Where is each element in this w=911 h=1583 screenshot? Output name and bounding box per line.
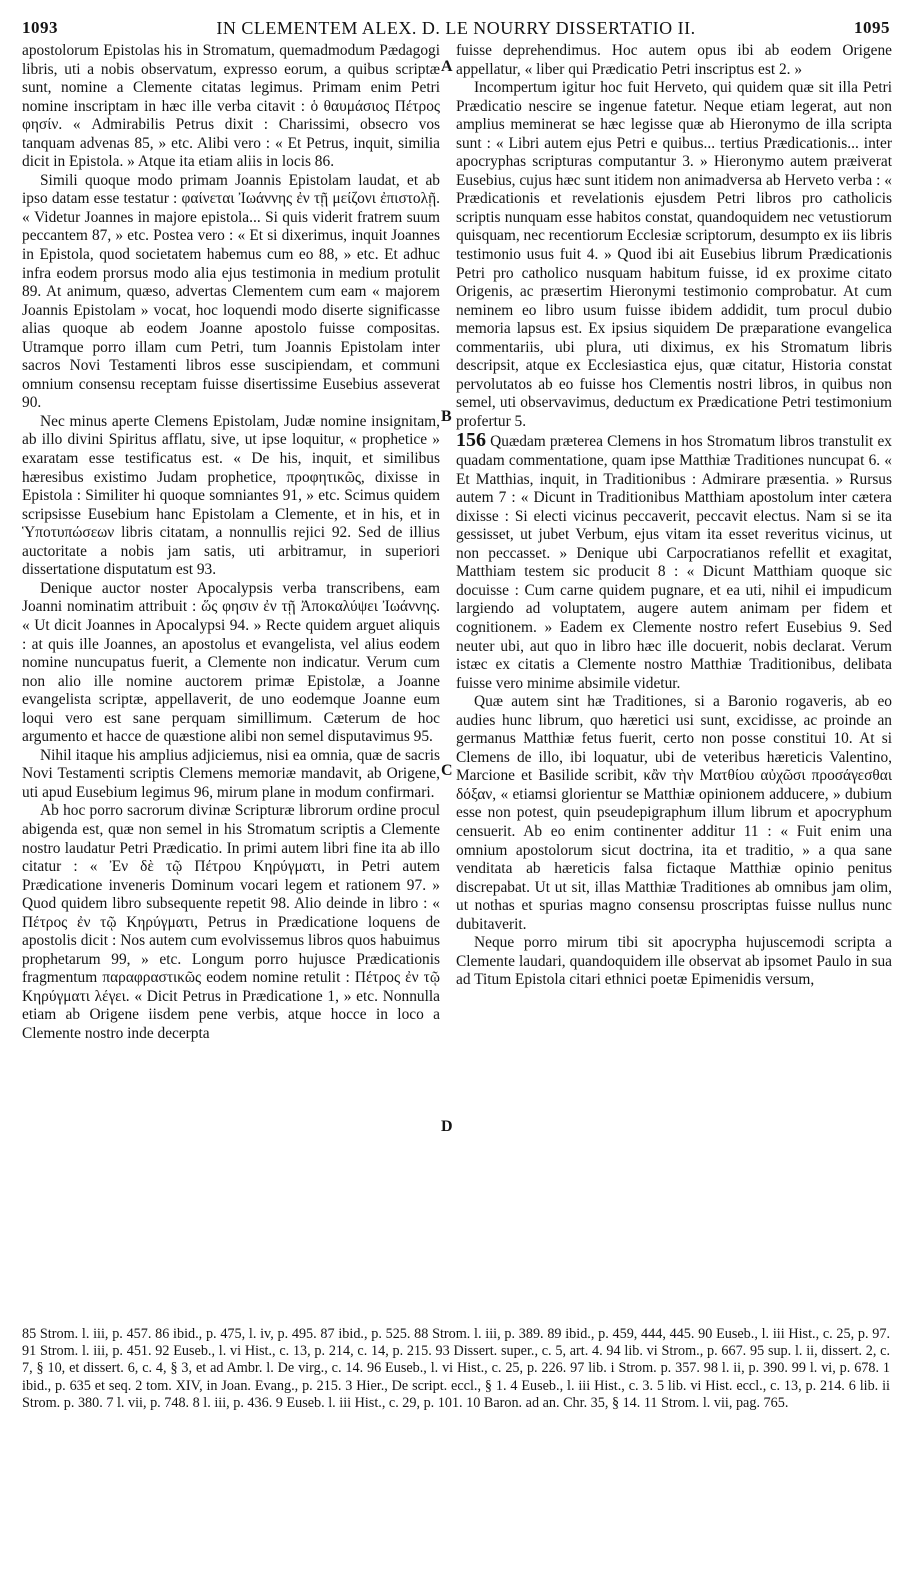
paragraph: Simili quoque modo primam Joannis Epistolam laudat, et ab ipso datam esse testatur : φαίνεται Ἰωάννης ἐν τῇ μείζονι ἐπιστολῇ. « Videtur Joannes in majore epistola... Si quis viderit fratrem suum peccantem 87, » etc. Postea vero : « Et si dixerimus, inquit Joannes in Epistola, quod societatem habemus cum eo 88, » etc. Et adhuc infra eodem prorsus modo alia ejus testimonia in medium protulit 89. At animum, quæso, advertas Clementem cum eam « majorem Joannis Epistolam » vocat, hoc loquendi modo diserte significasse alias quoque ab eodem Joanne apostolo fuisse compositas. Utramque porro illam cum Petri, tum Joannis Epistolam inter sacros Novi Testamenti libros esse suscipiendam, et communi omnium consensu receptam fuisse disertissime Eusebius asseverat 90. bbox=[22, 171, 440, 412]
paragraph: Denique auctor noster Apocalypsis verba transcribens, eam Joanni nominatim attribuit : ὥς φησιν ἐν τῇ Ἀποκαλύψει Ἰωάννης. « Ut dicit Joannes in Apocalypsi 94. » Recte quidem arguet aliquis : at quis ille Joannes, an apostolus et evangelista, vel alius eodem nomine nuncupatus fuerit, a Clemente non indicatur. Verum cum non alio ille nomine auctorem primæ Epistolæ, a Joanne evangelista scriptæ, appellaverit, de uno eodemque Joanne eum loqui vero est sane perquam simillimum. Cæterum de hoc argumento et hacce de quæstione alibi non semel disputavimus 95. bbox=[22, 579, 440, 746]
paragraph: Nec minus aperte Clemens Epistolam, Judæ nomine insignitam, ab illo divini Spiritus afflatu, sive, ut ipse loquitur, « prophetice » exaratam esse testificatus est. « De his, inquit, et similibus hæresibus existimo Judam prophetice, προφητικῶς, dixisse in Epistola : Similiter hi quoque somniantes 91, » etc. Scimus quidem scripsisse Eusebium hanc Epistolam a Clemente, et in his, et in Ὑποτυπώσεων libris citatam, a nonnullis rejici 92. Sed de illius auctoritate a nobis jam satis, uti arbitramur, in superiori dissertatione disputatum est 93. bbox=[22, 412, 440, 579]
paragraph: Quæ autem sint hæ Traditiones, si a Baronio rogaveris, ab eo audies hunc librum, quo hæretici usi sunt, excidisse, ac proinde an germanus Matthiæ fetus fuerit, certo non posse constitui 10. At si Clemens de illo, ibi loquatur, ubi de veteribus hæreticis Valentino, Marcione et Basilide scribit, κἂν τὴν Ματθίου αὐχῶσι προσάγεσθαι δόξαν, « etiamsi glorientur se Matthiæ opinionem adducere, » dubium esse non potest, quin pseudepigraphum illum librum et apocryphum censuerit. Ab eo enim continenter additur 11 : « Fuit enim una omnium apostolorum sicut doctrina, ita et traditio, » a qua sane venditata ab hæreticis falsa fictaque Matthiæ opinio penitus discrepabat. Ut ut sit, illas Matthiæ Traditiones ab omnibus jam olim, ut nothas et spurias magno consensu proscriptas fuisse nullus nunc dubitaverit. bbox=[456, 693, 892, 933]
margin-letter-d: D bbox=[441, 1118, 453, 1135]
paragraph: Incompertum igitur hoc fuit Herveto, qui quidem quæ sit illa Petri Prædicatio nescire se ingenue fatetur. Neque etiam legerat, aut non amplius meminerat se hæc legisse quæ ab Hieronymo de illa scripta sunt : « Libri autem ejus Petri e quibus... tertius Prædicationis... inter apocryphas scripturas computantur 3. » Hieronymo autem præiverat Eusebius, cujus hæc sunt itidem non animadversa ab Herveto verba : « Prædicationis et revelationis ejusdem Petri libros pro catholicis scriptis nunquam esse habitos constat, quandoquidem nec vetustiorum quisquam, nec recentiorum Ecclesiæ scriptorum, desumpto ex iis libris testimonio usus fuit 4. » Quod ibi ait Eusebius librum Prædicationis Petri pro catholico nusquam habitum fuisse, id ex proxime citato Origenis, ac præsertim Hieronymi testimonio comprobatur. At cum neminem eo libro usum fuisse ibidem addidit, tum procul dubio memoria lapsus est. Ex ipsius siquidem De præparatione evangelica commentariis, ubi plura, uti diximus, ex his Stromatum libris descripsit, atque ex Ecclesiastica ejus, quæ citatur, Historia constat pervolutatos ab eo fuisse hos Clementis nostri libros, in quibus non semel, uti observavimus, deductum ex Prædicatione Petri testimonium profertur 5. bbox=[456, 79, 892, 430]
section-paragraph bbox=[456, 431, 892, 693]
section-text: Quædam præterea Clemens in hos Stromatum libros transtulit ex quadam commentatione, quam ipse Matthiæ Traditiones nuncupat 6. « Et Matthias, inquit, in Traditionibus : Admirare præsentia. » Rursus autem 7 : « Dicunt in Traditionibus Matthiam apostolum inter cætera dixisse : Si electi vicinus peccaverit, peccavit electus. Nam si se ita gessisset, ut jubet Verbum, ejus vitam ita esset reveritus vicinus, ut non peccasset. » Denique ubi Carpocratianos refellit et exagitat, Matthiam testem sic producit 8 : « Dicunt Matthiam quoque sic docuisse : Cum carne quidem pugnare, et ea uti, nihil ei impudicum largiendo ad voluptatem, augere autem animam per fidem et cognitionem. » Eadem ex Clemente nostro refert Eusebius 9. Sed neuter ubi, aut quo in libro hæc ille docuerit, nobis declarat. Verum istæc ex citatis a Clemente nostro Matthiæ Traditionibus, delibata fuisse vero minime absimile videtur. bbox=[456, 433, 892, 692]
paragraph: fuisse deprehendimus. Hoc autem opus ibi ab eodem Origene appellatur, « liber qui Prædicatio Petri inscriptus est 2. » bbox=[456, 42, 892, 78]
page-number-right: 1095 bbox=[854, 18, 890, 37]
margin-letter-a: A bbox=[441, 58, 453, 75]
margin-letter-c: C bbox=[441, 762, 453, 779]
footnotes bbox=[22, 1326, 890, 1412]
running-title: IN CLEMENTEM ALEX. D. LE NOURRY DISSERTATIO II. bbox=[216, 18, 696, 38]
paragraph: Nihil itaque his amplius adjiciemus, nisi ea omnia, quæ de sacris Novi Testamenti scriptis Clemens memoriæ mandavit, ab Origene, uti apud Eusebium legimus 96, mirum plane in modum confirmari. bbox=[22, 746, 440, 801]
paragraph: apostolorum Epistolas his in Stromatum, quemadmodum Pædagogi libris, uti a nobis observatum, expresso eorum, a quibus scriptæ sunt, nomine a Clemente citatas legimus. Primam enim Petri nomine inscriptam in hæc ille verba citavit : ὁ θαυμάσιος Πέτρος φησίν. « Admirabilis Petrus dixit : Charissimi, obsecro vos tanquam advenas 85, » etc. Alibi vero : « Et Petrus, inquit, similia dicit in Epistola. » Atque ita etiam aliis in locis 86. bbox=[22, 42, 440, 171]
section-number: 156 bbox=[456, 429, 486, 452]
paragraph: Neque porro mirum tibi sit apocrypha hujuscemodi scripta a Clemente laudari, quandoquidem ille observat ab ipsomet Paulo in sua ad Titum Epistola citari ethnici poetæ Epimenidis versum, bbox=[456, 934, 892, 989]
page-header bbox=[22, 12, 890, 44]
footnotes-text: 85 Strom. l. iii, p. 457. 86 ibid., p. 475, l. iv, p. 495. 87 ibid., p. 525. 88 Strom. l. iii, p. 389. 89 ibid., p. 459, 444, 445. 90 Euseb., l. iii Hist., c. 25, p. 97. 91 Strom. l. iii, p. 451. 92 Euseb., l. vi Hist., c. 13, p. 214, c. 14, p. 215. 93 Dissert. super., c. 5, art. 4. 94 lib. vi Strom., p. 667. 95 sup. l. ii, dissert. 2, c. 7, § 10, et dissert. 6, c. 4, § 3, et ad Ambr. l. De virg., c. 14. 96 Euseb., l. vi Hist., c. 25, p. 226. 97 lib. i Strom. p. 357. 98 l. ii, p. 390. 99 l. vi, p. 678. 1 ibid., p. 635 et seq. 2 tom. XIV, in Joan. Evang., p. 215. 3 Hier., De script. eccl., § 1. 4 Euseb., l. iii Hist., c. 3. 5 lib. vi Hist. eccl., c. 13, p. 214. 6 lib. ii Strom. p. 380. 7 l. vii, p. 748. 8 l. iii, p. 436. 9 Euseb. l. iii Hist., c. 29, p. 101. 10 Baron. ad an. Chr. 35, § 14. 11 Strom. l. vii, pag. 765. bbox=[22, 1326, 890, 1411]
right-column bbox=[456, 42, 892, 990]
left-column bbox=[22, 42, 440, 1044]
margin-letter-b: B bbox=[441, 408, 452, 425]
paragraph: Ab hoc porro sacrorum divinæ Scripturæ librorum ordine procul abigenda est, quæ non semel in his Stromatum scriptis a Clemente nostro laudatur Petri Prædicatio. In primi autem libri fine ita ab illo citatur : « Ἐν δὲ τῷ Πέτρου Κηρύγματι, in Petri autem Prædicatione inveneris Dominum vocari legem et rationem 97. » Quod quidem libro subsequente repetit 98. Alio deinde in libro : « Πέτρος ἐν τῷ Κηρύγματι, Petrus in Prædicatione loquens de apostolis dicit : Nos autem cum evolvissemus libros quos habuimus prophetarum 99, » etc. Longum porro hujusce Prædicationis fragmentum παραφραστικῶς eodem nomine retulit : Πέτρος ἐν τῷ Κηρύγματι λέγει. « Dicit Petrus in Prædicatione 1, » etc. Nonnulla etiam ab Origene iisdem pene verbis, atque hocce in loco a Clemente nostro inde decerpta bbox=[22, 802, 440, 1042]
page-number-left: 1093 bbox=[22, 18, 58, 37]
